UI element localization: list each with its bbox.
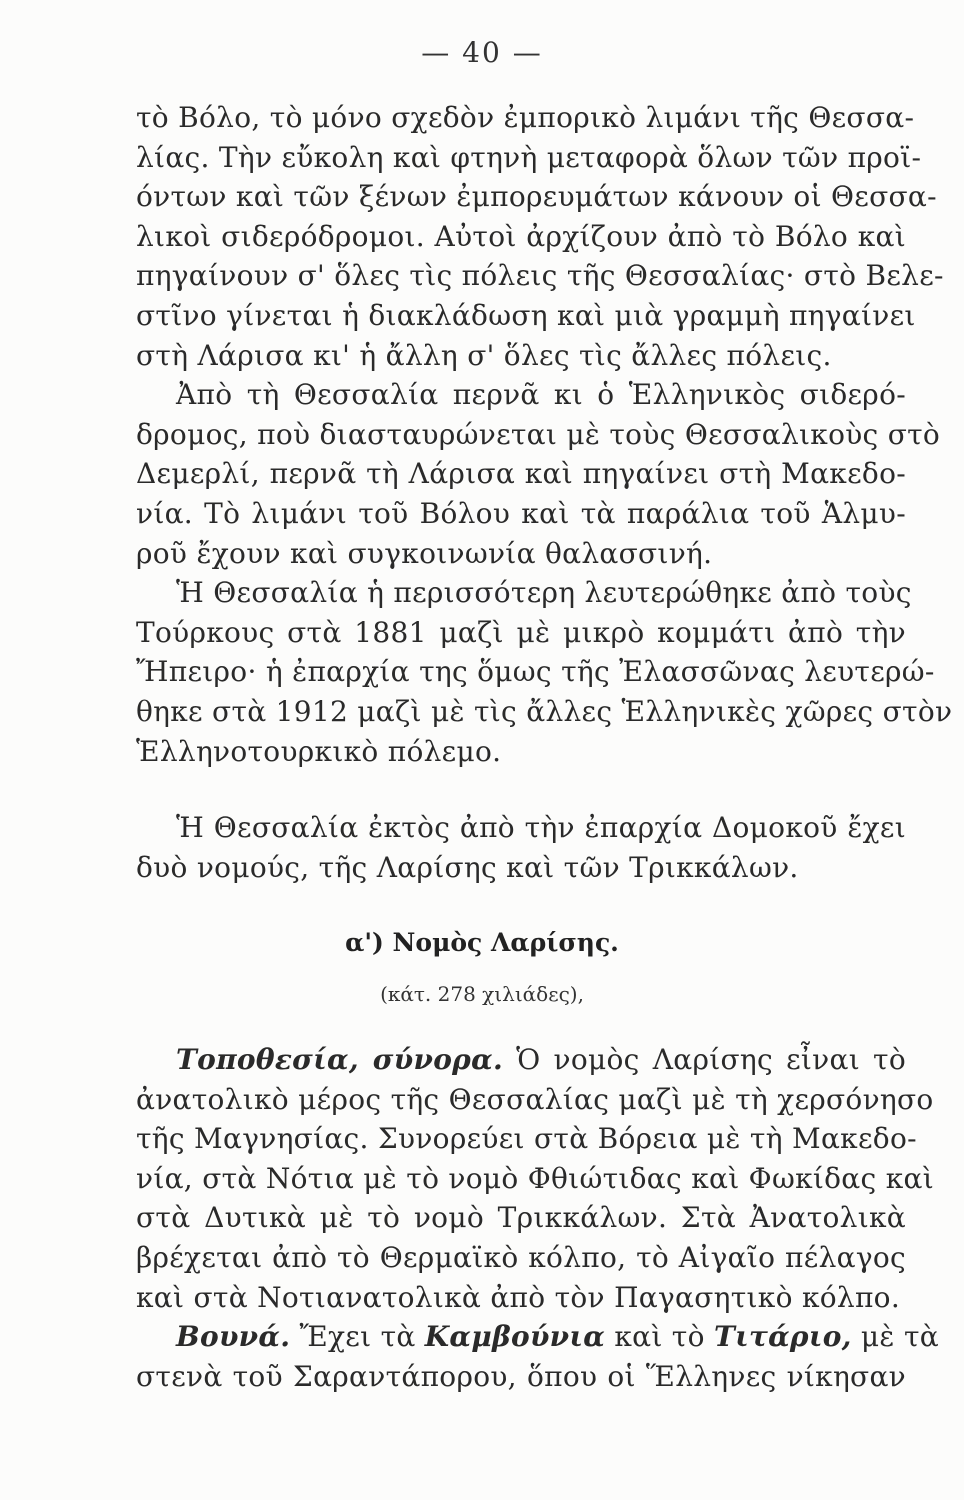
text-line: νία. Τὸ λιμάνι τοῦ Βόλου καὶ τὰ παράλια τοῦ Ἁλμυ-	[136, 496, 906, 530]
text-line: δυὸ νομούς, τῆς Λαρίσης καὶ τῶν Τρικκάλων.	[136, 850, 799, 884]
text-line: τῆς Μαγνησίας. Συνορεύει στὰ Βόρεια μὲ τὴ Μακεδο-	[136, 1122, 917, 1156]
text-line-mountains	[136, 1317, 939, 1357]
text-line: στενὰ τοῦ Σαραντάπορου, ὅπου οἱ Ἕλληνες νίκησαν	[136, 1359, 906, 1393]
term-topography: Τοποθεσία, σύνορα.	[176, 1043, 503, 1076]
body-text-bottom	[136, 1040, 939, 1396]
section-heading: α') Νομὸς Λαρίσης.	[345, 928, 619, 957]
text-line: λικοὶ σιδερόδρομοι. Αὐτοὶ ἀρχίζουν ἀπὸ τὸ Βόλο καὶ	[136, 219, 906, 253]
text-line-topography	[136, 1040, 906, 1080]
text-line: ροῦ ἔχουν καὶ συγκοινωνία θαλασσινή.	[136, 536, 713, 570]
text-line: στὴ Λάρισα κι' ἡ ἄλλη σ' ὅλες τὶς ἄλλες πόλεις.	[136, 338, 832, 372]
page-number: — 40 —	[421, 36, 543, 69]
text-line: καὶ στὰ Νοτιανατολικὰ ἀπὸ τὸν Παγασητικὸ κόλπο.	[136, 1280, 901, 1314]
text-line: Ἡ Θεσσαλία ἡ περισσότερη λευτερώθηκε ἀπὸ τοὺς	[176, 576, 912, 610]
text-line: Ἑλληνοτουρκικὸ πόλεμο.	[136, 734, 502, 768]
text-line: Δεμερλί, περνᾶ τὴ Λάρισα καὶ πηγαίνει στὴ Μακεδο-	[136, 457, 906, 491]
text-line: δρομος, ποὺ διασταυρώνεται μὲ τοὺς Θεσσαλικοὺς στὸ	[136, 417, 941, 451]
text-line: πηγαίνουν σ' ὅλες τὶς πόλεις τῆς Θεσσαλίας· στὸ Βελε-	[136, 259, 944, 293]
text-line: βρέχεται ἀπὸ τὸ Θερμαϊκὸ κόλπο, τὸ Αἰγαῖο πέλαγος	[136, 1240, 906, 1274]
mountain-name: Τιτάριο,	[713, 1320, 852, 1354]
text-fragment: Ὁ νομὸς Λαρίσης εἶναι τὸ	[516, 1043, 907, 1076]
text-line: λίας. Τὴν εὔκολη καὶ φτηνὴ μεταφορὰ ὅλων τῶν προϊ-	[136, 140, 922, 174]
text-fragment: μὲ τὰ	[860, 1320, 939, 1354]
text-line: στῖνο γίνεται ἡ διακλάδωση καὶ μιὰ γραμμὴ πηγαίνει	[136, 298, 916, 332]
text-line: Ἤπειρο· ἡ ἐπαρχία της ὅμως τῆς Ἐλασσῶνας λευτερώ-	[136, 655, 935, 689]
text-line: στὰ Δυτικὰ μὲ τὸ νομὸ Τρικκάλων. Στὰ Ἀνατολικὰ	[136, 1201, 906, 1235]
text-line: νία, στὰ Νότια μὲ τὸ νομὸ Φθιώτιδας καὶ Φωκίδας καὶ	[136, 1161, 934, 1195]
mountain-name: Καμβούνια	[424, 1320, 606, 1354]
text-line: Ἡ Θεσσαλία ἐκτὸς ἀπὸ τὴν ἐπαρχία Δομοκοῦ ἔχει	[176, 811, 906, 844]
term-mountains: Βουνά.	[176, 1320, 291, 1354]
section-subheading: (κάτ. 278 χιλιάδες),	[380, 982, 584, 1006]
text-line: όντων καὶ τῶν ξένων ἐμπορευμάτων κάνουν οἱ Θεσσα-	[136, 180, 937, 214]
text-fragment: καὶ τὸ	[614, 1320, 705, 1354]
text-line: θηκε στὰ 1912 μαζὶ μὲ τὶς ἄλλες Ἑλληνικὲς χῶρες στὸν	[136, 694, 953, 728]
body-text-top	[136, 98, 953, 771]
body-text-middle	[136, 808, 906, 887]
text-line: Ἀπὸ τὴ Θεσσαλία περνᾶ κι ὁ Ἑλληνικὸς σιδερό-	[176, 378, 906, 412]
text-line: ἀνατολικὸ μέρος τῆς Θεσσαλίας μαζὶ μὲ τὴ χερσόνησο	[136, 1082, 934, 1116]
text-line: τὸ Βόλο, τὸ μόνο σχεδὸν ἐμπορικὸ λιμάνι τῆς Θεσσα-	[136, 101, 915, 134]
text-fragment: Ἔχει τὰ	[299, 1320, 416, 1354]
text-line: Τούρκους στὰ 1881 μαζὶ μὲ μικρὸ κομμάτι ἀπὸ τὴν	[136, 615, 906, 649]
